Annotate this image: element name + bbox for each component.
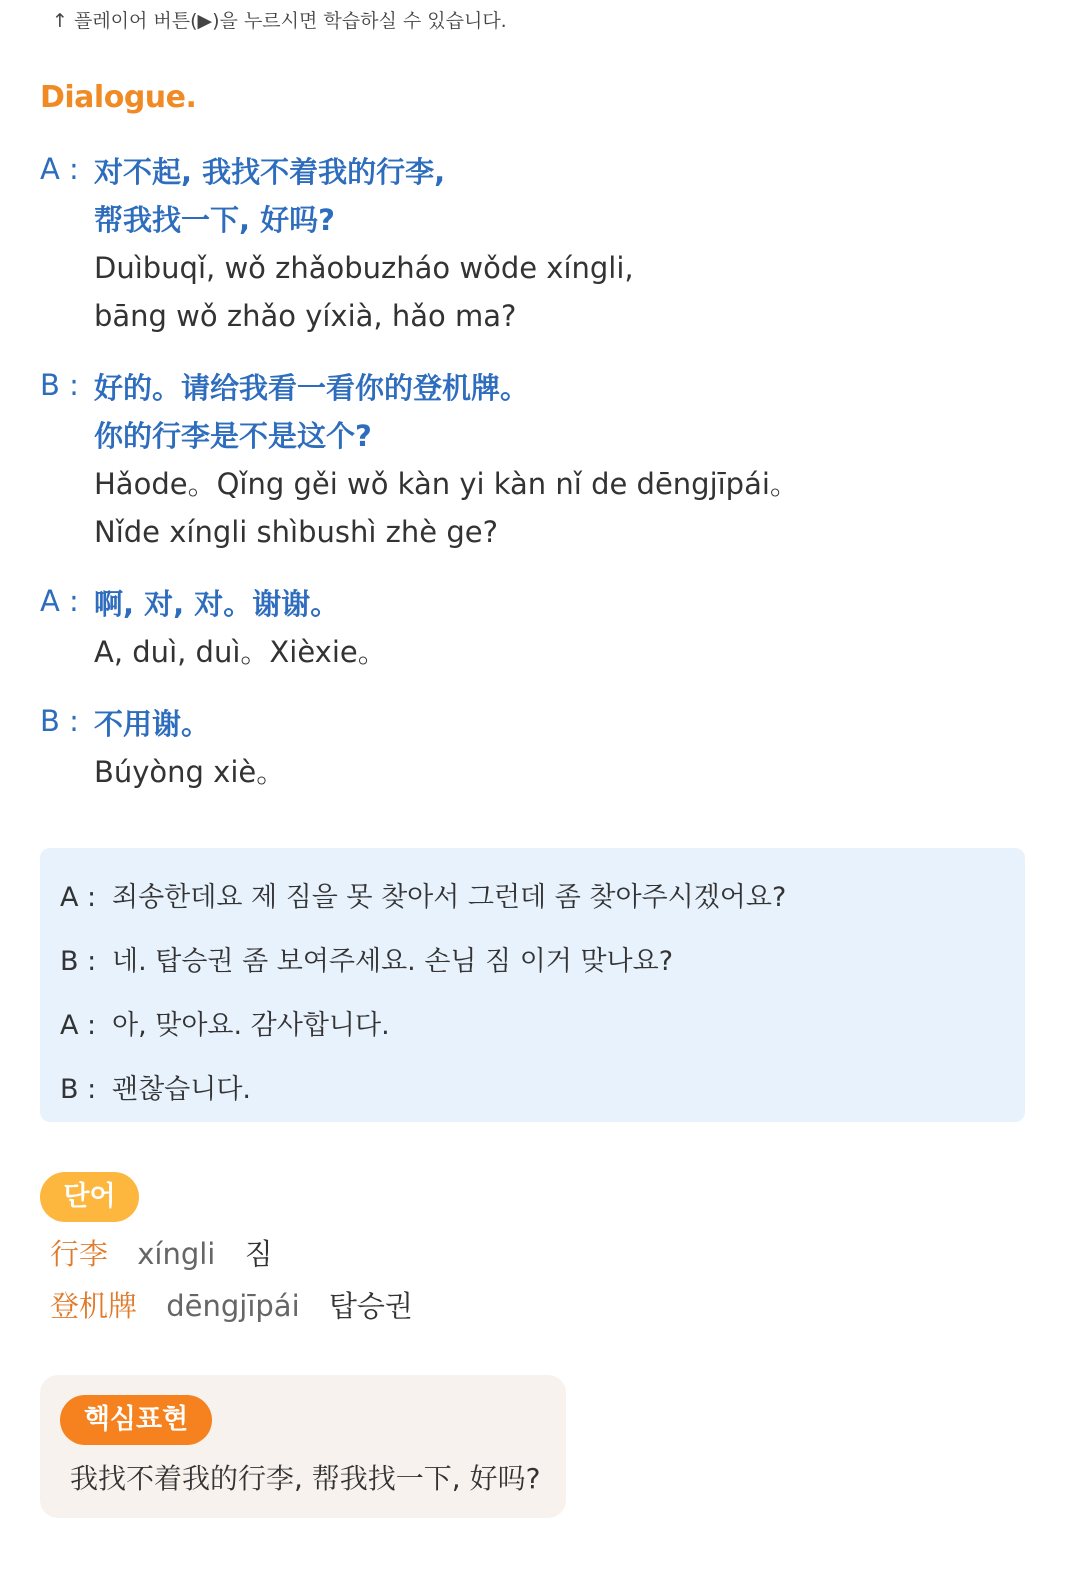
dialogue-turn — [40, 148, 1040, 340]
translation-line — [60, 1058, 1025, 1122]
translation-line — [60, 930, 1025, 994]
speaker-label: B : — [60, 946, 97, 977]
pinyin-line: Hǎode。Qǐng gěi wǒ kàn yi kàn nǐ de dēngjīpái。 — [94, 467, 799, 501]
pinyin-line: bāng wǒ zhǎo yíxià, hǎo ma? — [94, 299, 517, 333]
pinyin-line: Duìbuqǐ, wǒ zhǎobuzháo wǒde xíngli, — [94, 251, 634, 285]
chinese-line: 啊, 对, 对。谢谢。 — [94, 587, 340, 621]
pinyin-line: Nǐde xíngli shìbushì zhè ge? — [94, 515, 498, 549]
vocab-item — [50, 1282, 413, 1334]
translation-text: 죄송한데요 제 짐을 못 찾아서 그런데 좀 찾아주시겠어요? — [112, 882, 787, 913]
pinyin-line: A, duì, duì。Xièxie。 — [94, 635, 387, 669]
key-expression-text: 我找不着我的行李, 帮我找一下, 好吗? — [70, 1462, 541, 1495]
vocab-item — [50, 1230, 413, 1282]
speaker-label: A : — [40, 152, 79, 186]
vocab-meaning: 짐 — [244, 1237, 273, 1271]
vocab-badge: 단어 — [40, 1172, 139, 1222]
speaker-label: B : — [40, 368, 79, 402]
vocab-meaning: 탑승권 — [328, 1289, 413, 1323]
dialogue-section — [40, 148, 1040, 796]
translation-box — [40, 848, 1025, 1122]
vocab-list — [50, 1230, 413, 1334]
speaker-label: A : — [60, 1010, 97, 1041]
chinese-line: 好的。请给我看一看你的登机牌。 — [94, 371, 530, 405]
key-expression-badge: 핵심표현 — [60, 1395, 212, 1445]
chinese-line: 对不起, 我找不着我的行李, — [94, 155, 446, 189]
vocab-chinese: 登机牌 — [50, 1289, 138, 1323]
translation-line — [60, 866, 1025, 930]
speaker-label: A : — [60, 882, 97, 913]
translation-text: 괜찮습니다. — [112, 1074, 251, 1105]
speaker-label: B : — [60, 1074, 97, 1105]
dialogue-turn — [40, 580, 1040, 676]
vocab-pinyin: dēngjīpái — [166, 1289, 300, 1323]
dialogue-turn — [40, 364, 1040, 556]
vocab-chinese: 行李 — [50, 1237, 109, 1271]
translation-line — [60, 994, 1025, 1058]
translation-text: 아, 맞아요. 감사합니다. — [112, 1010, 390, 1041]
chinese-line: 你的行李是不是这个? — [94, 419, 372, 453]
dialogue-turn — [40, 700, 1040, 796]
chinese-line: 帮我找一下, 好吗? — [94, 203, 335, 237]
player-instruction: ↑ 플레이어 버튼(▶)을 누르시면 학습하실 수 있습니다. — [52, 10, 507, 32]
chinese-line: 不用谢。 — [94, 707, 211, 741]
speaker-label: B : — [40, 704, 79, 738]
key-expression-box — [40, 1375, 566, 1518]
section-heading-dialogue: Dialogue. — [40, 80, 197, 115]
vocab-pinyin: xíngli — [137, 1237, 216, 1271]
speaker-label: A : — [40, 584, 79, 618]
pinyin-line: Búyòng xiè。 — [94, 755, 286, 789]
translation-text: 네. 탑승권 좀 보여주세요. 손님 짐 이거 맞나요? — [112, 946, 674, 977]
